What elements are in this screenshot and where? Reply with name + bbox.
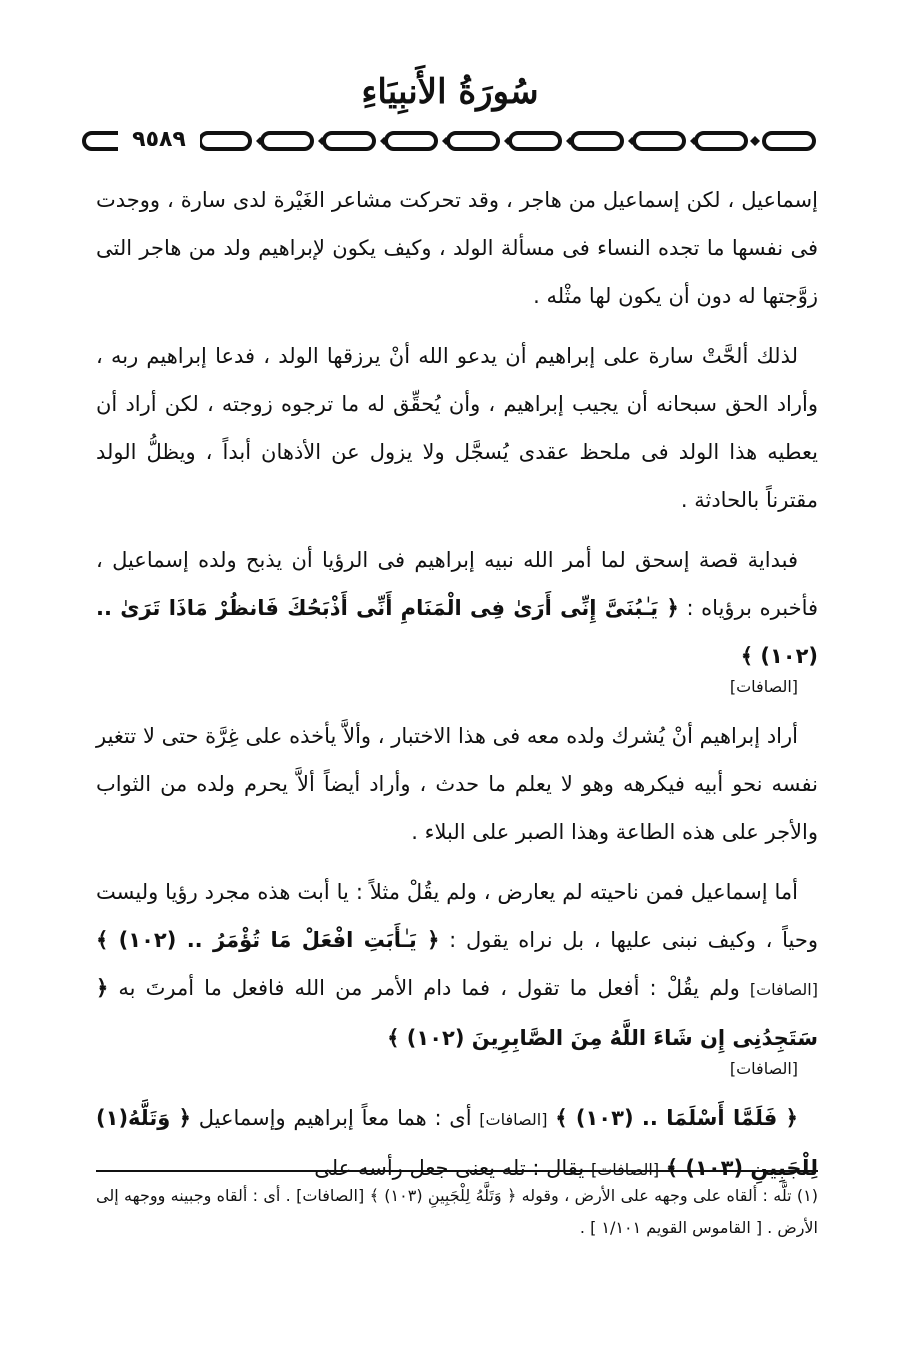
main-text xyxy=(96,176,818,1206)
paragraph-5 xyxy=(96,868,818,1082)
verse-reference: [الصافات] xyxy=(479,1110,548,1129)
paragraph-1: إسماعيل ، لكن إسماعيل من هاجر ، وقد تحركت مشاعر الغَيْرة لدى سارة ، ووجدت فى نفسها ما تجده النساء فى مسألة الولد ، وكيف يكون لإبراهيم ولد من هاجر التى زوَّجتها له دون أن يكون لها مثْله . xyxy=(96,188,818,308)
quran-verse: ﴿ فَلَمَّا أَسْلَمَا .. (١٠٣) ﴾ xyxy=(555,1106,798,1130)
surah-title: سُورَةُ الأَنبِيَاءِ xyxy=(361,72,539,112)
quran-verse: ﴿ وَتَلَّهُ(١) لِلْجَبِينِ (١٠٣) ﴾ xyxy=(96,1106,818,1180)
verse-reference: [الصافات] xyxy=(729,677,798,696)
verse-reference: [الصافات] xyxy=(590,1160,660,1179)
quran-verse: ﴿ يَـٰأَبَتِ افْعَلْ مَا تُؤْمَرُ .. (١٠٢) ﴾ xyxy=(96,928,440,952)
paragraph-5-text-a: أما إسماعيل فمن ناحيته لم يعارض ، ولم يقُلْ مثلاً : يا أبت هذه مجرد رؤيا وليست وحياً ، وكيف نبنى عليها ، بل نراه يقول : xyxy=(96,880,818,952)
page-number: ٩٥٨٩ xyxy=(118,124,200,156)
paragraph-3-text: فبداية قصة إسحق لما أمر الله نبيه إبراهيم فى الرؤيا أن يذبح ولده إسماعيل ، فأخبره برؤياه : xyxy=(96,548,819,620)
paragraph-3 xyxy=(96,536,818,700)
quran-verse: ﴿ يَـٰبُنَىَّ إِنِّى أَرَىٰ فِى الْمَنَامِ أَنِّى أَذْبَحُكَ فَانظُرْ مَاذَا تَرَىٰ .. (١٠٢) ﴾ xyxy=(96,596,818,668)
footnote-divider xyxy=(96,1170,818,1172)
footnote: (١) تلَّه : ألقاه على وجهه على الأرض ، وقوله ﴿ وَتَلَّهُ لِلْجَبِينِ (١٠٣) ﴾ [الصافات] . أى : ألقاه وجبينه ووجهه إلى الأرض . [ القاموس القويم ١/١٠١ ] . xyxy=(96,1186,818,1237)
verse-reference: [الصافات] xyxy=(729,1059,798,1078)
quran-verse: ﴿ سَتَجِدُنِى إِن شَاءَ اللَّهُ مِنَ الصَّابِرِينَ (١٠٢) ﴾ xyxy=(96,976,818,1050)
paragraph-2: لذلك ألحَّتْ سارة على إبراهيم أن يدعو الله أنْ يرزقها الولد ، فدعا إبراهيم ربه ، وأراد الحق سبحانه أن يجيب إبراهيم ، وأن يُحقِّق له ما ترجوه زوجته ، لكن أراد أن يعطيه هذا الولد فى ملحظ عقدى يُسجَّل ولا يزول عن الأذهان أبداً ، ويظلُّ الولد مقترناً بالحادثة . xyxy=(96,344,818,512)
paragraph-6 xyxy=(96,1094,818,1194)
paragraph-6-text-a: أى : هما معاً إبراهيم وإسماعيل xyxy=(198,1106,472,1130)
paragraph-5-text-b: ولم يقُلْ : أفعل ما تقول ، فما دام الأمر من الله فافعل ما أمرتَ به xyxy=(118,976,740,1000)
verse-reference: [الصافات] xyxy=(749,980,818,999)
paragraph-4: أراد إبراهيم أنْ يُشرك ولده معه فى هذا الاختبار ، وألاَّ يأخذه على غِرَّة حتى لا تتغير نفسه نحو أبيه فيكرهه وهو لا يعلم ما حدث ، وأراد أيضاً ألاَّ يحرم ولده من الثواب والأجر على هذه الطاعة وهذا الصبر على البلاء . xyxy=(96,724,818,844)
paragraph-6-text-b: يقال : تله يعنى جعل رأسه على xyxy=(314,1156,585,1180)
